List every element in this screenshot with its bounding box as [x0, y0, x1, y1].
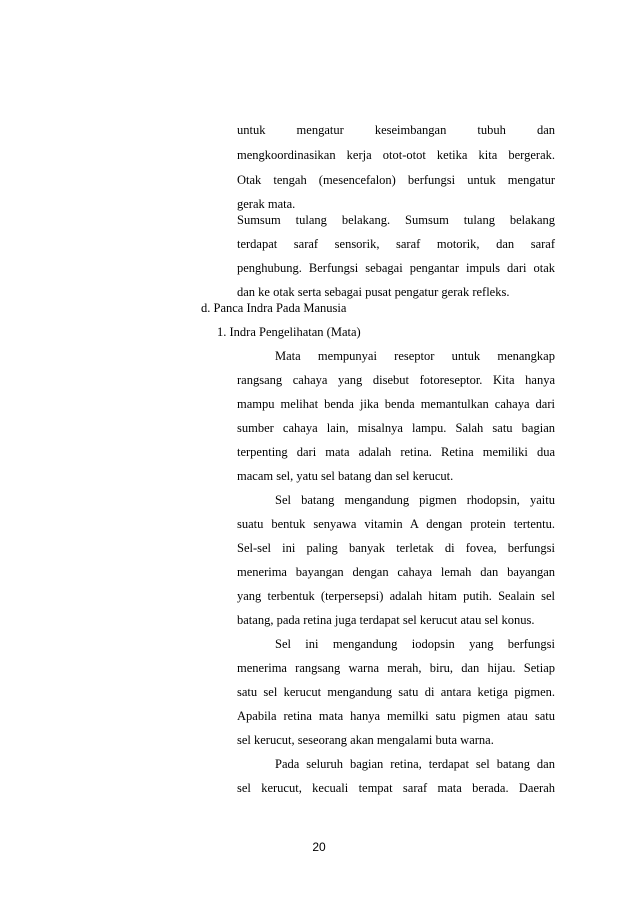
body-line: Sel ini mengandung iodopsin yang berfungsi	[275, 637, 555, 651]
body-line: gerak mata.	[237, 197, 296, 211]
body-line: penghubung. Berfungsi sebagai pengantar impuls dari otak	[237, 261, 555, 275]
body-line: suatu bentuk senyawa vitamin A dengan protein tertentu.	[237, 517, 555, 531]
body-line: Mata mempunyai reseptor untuk menangkap	[275, 349, 555, 363]
body-line: Apabila retina mata hanya memilki satu pigmen atau satu	[237, 709, 555, 723]
body-line: dan ke otak serta sebagai pusat pengatur gerak refleks.	[237, 285, 510, 299]
body-line: mengkoordinasikan kerja otot-otot ketika kita bergerak.	[237, 148, 555, 162]
body-line: Sel-sel ini paling banyak terletak di fovea, berfungsi	[237, 541, 555, 555]
body-line: terdapat saraf sensorik, saraf motorik, dan saraf	[237, 237, 555, 251]
section-heading: d. Panca Indra Pada Manusia	[201, 301, 347, 315]
body-line: sel kerucut, kecuali tempat saraf mata berada. Daerah	[237, 781, 555, 795]
body-line: sumber cahaya lain, misalnya lampu. Salah satu bagian	[237, 421, 555, 435]
body-line: yang terbentuk (terpersepsi) adalah hitam putih. Sealain sel	[237, 589, 555, 603]
body-line: batang, pada retina juga terdapat sel kerucut atau sel konus.	[237, 613, 535, 627]
subsection-heading: 1. Indra Pengelihatan (Mata)	[217, 325, 361, 339]
body-line: rangsang cahaya yang disebut fotoreseptor. Kita hanya	[237, 373, 555, 387]
body-line: Pada seluruh bagian retina, terdapat sel batang dan	[275, 757, 555, 771]
body-line: Sel batang mengandung pigmen rhodopsin, yaitu	[275, 493, 555, 507]
body-line: mampu melihat benda jika benda memantulkan cahaya dari	[237, 397, 555, 411]
body-line: menerima rangsang warna merah, biru, dan hijau. Setiap	[237, 661, 555, 675]
page-number: 20	[312, 840, 326, 854]
body-line: Otak tengah (mesencefalon) berfungsi untuk mengatur	[237, 173, 555, 187]
body-line: satu sel kerucut mengandung satu di antara ketiga pigmen.	[237, 685, 555, 699]
body-line: Sumsum tulang belakang. Sumsum tulang belakang	[237, 213, 555, 227]
body-line: terpenting dari mata adalah retina. Retina memiliki dua	[237, 445, 555, 459]
body-line: untuk mengatur keseimbangan tubuh dan	[237, 123, 555, 137]
body-line: sel kerucut, seseorang akan mengalami buta warna.	[237, 733, 494, 747]
body-line: macam sel, yatu sel batang dan sel kerucut.	[237, 469, 454, 483]
body-line: menerima bayangan dengan cahaya lemah dan bayangan	[237, 565, 555, 579]
